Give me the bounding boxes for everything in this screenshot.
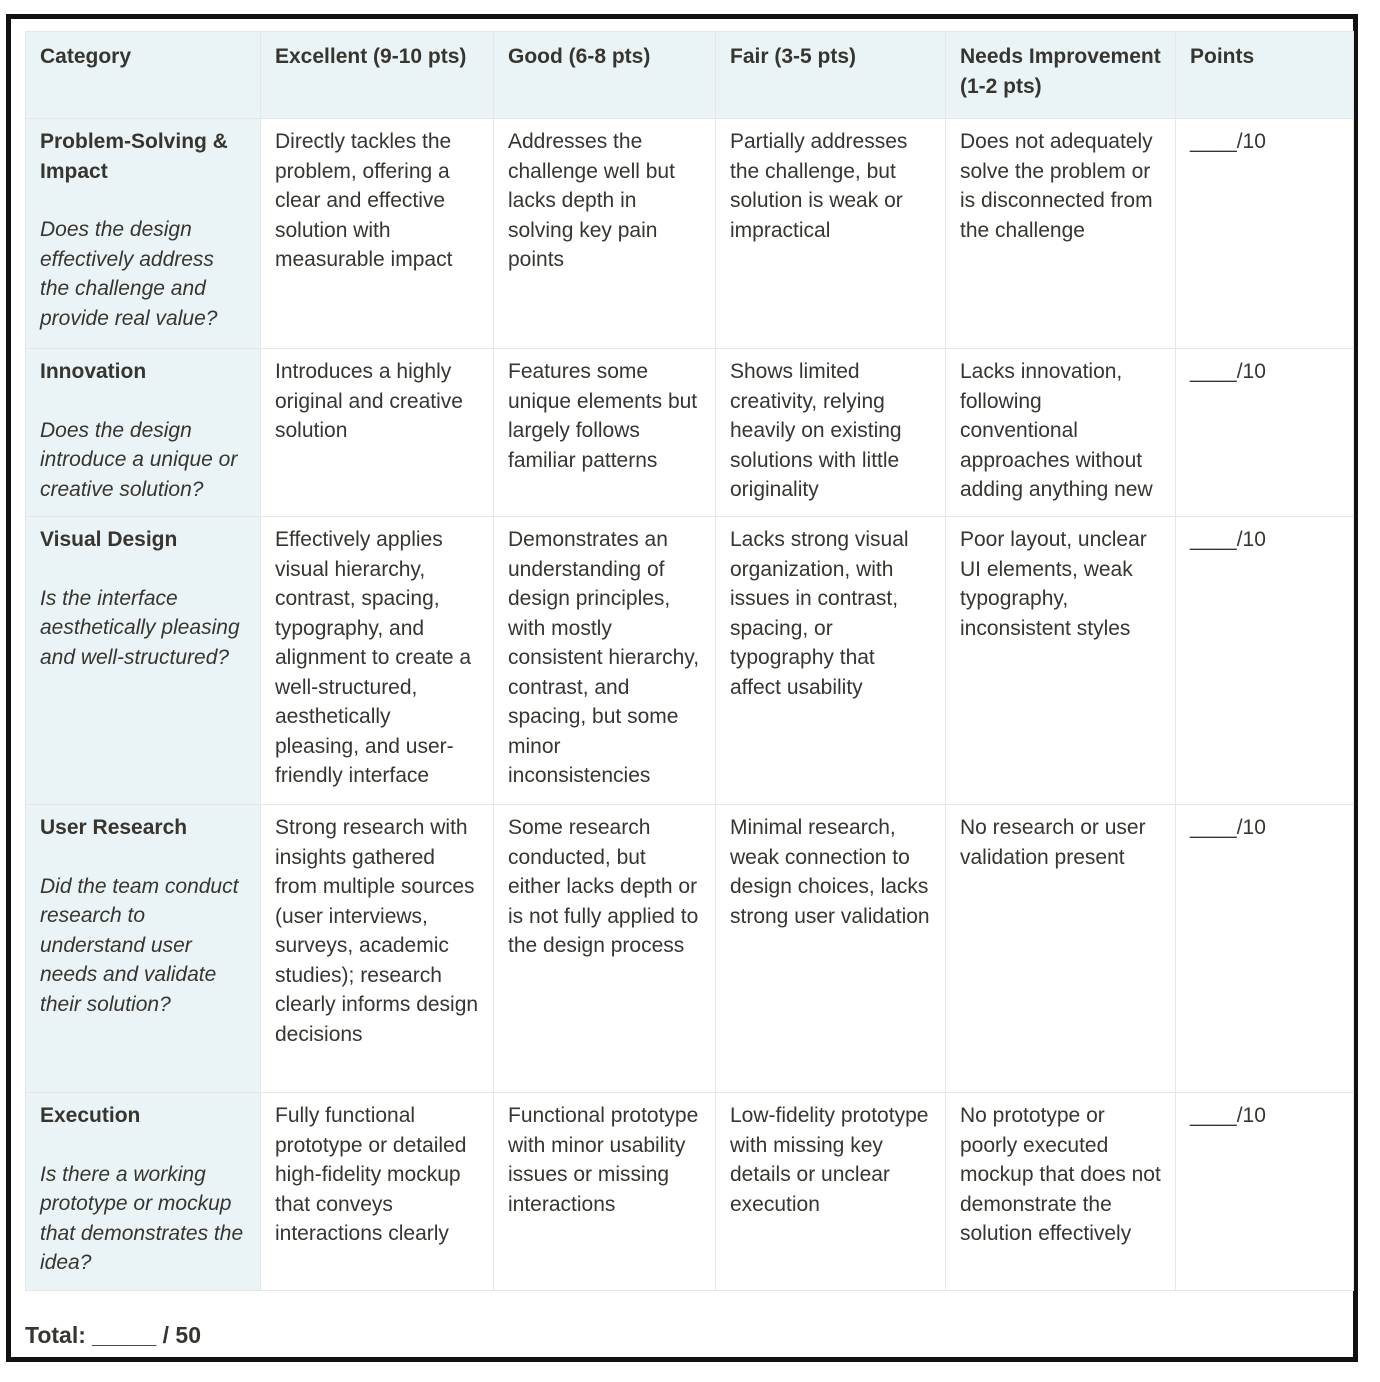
table-row [26,1093,1354,1291]
points-cell: ____/10 [1176,349,1354,517]
excellent-cell: Fully functional prototype or detailed high-fidelity mockup that conveys interactions clearly [261,1093,494,1291]
category-question: Did the team conduct research to understand user needs and validate their solution? [40,874,239,1016]
good-cell: Addresses the challenge well but lacks depth in solving key pain points [494,119,716,349]
category-question: Is the interface aesthetically pleasing and well-structured? [40,586,240,669]
excellent-cell: Strong research with insights gathered from multiple sources (user interviews, surveys, academic studies); research clearly informs design decisions [261,805,494,1093]
excellent-cell: Directly tackles the problem, offering a clear and effective solution with measurable impact [261,119,494,349]
category-question: Is there a working prototype or mockup that demonstrates the idea? [40,1162,244,1274]
excellent-cell: Effectively applies visual hierarchy, contrast, spacing, typography, and alignment to create a well-structured, aesthetically pleasing, and user-friendly interface [261,517,494,805]
needs-improvement-cell: Lacks innovation, following conventional approaches without adding anything new [946,349,1176,517]
good-cell: Features some unique elements but largely follows familiar patterns [494,349,716,517]
category-cell [26,1093,261,1291]
category-question: Does the design effectively address the challenge and provide real value? [40,218,218,330]
fair-cell: Minimal research, weak connection to design choices, lacks strong user validation [716,805,946,1093]
header-excellent: Excellent (9-10 pts) [261,32,494,119]
fair-cell: Shows limited creativity, relying heavily on existing solutions with little originality [716,349,946,517]
points-cell: ____/10 [1176,805,1354,1093]
table-row [26,349,1354,517]
category-cell [26,805,261,1093]
category-cell [26,349,261,517]
total-score: Total: _____ / 50 [25,1322,201,1348]
good-cell: Demonstrates an understanding of design principles, with mostly consistent hierarchy, contrast, and spacing, but some minor inconsistencies [494,517,716,805]
fair-cell: Partially addresses the challenge, but solution is weak or impractical [716,119,946,349]
needs-improvement-cell: No research or user validation present [946,805,1176,1093]
needs-improvement-cell: No prototype or poorly executed mockup that does not demonstrate the solution effectively [946,1093,1176,1291]
excellent-cell: Introduces a highly original and creative solution [261,349,494,517]
header-needs-improvement: Needs Improvement (1-2 pts) [946,32,1176,119]
fair-cell: Lacks strong visual organization, with issues in contrast, spacing, or typography that affect usability [716,517,946,805]
table-row [26,119,1354,349]
header-good: Good (6-8 pts) [494,32,716,119]
points-cell: ____/10 [1176,1093,1354,1291]
header-points: Points [1176,32,1354,119]
category-title: Visual Design [40,528,178,551]
header-fair: Fair (3-5 pts) [716,32,946,119]
rubric-frame [6,14,1358,1362]
category-title: Innovation [40,360,147,383]
rubric-table [25,31,1354,1291]
table-header-row [26,32,1354,119]
good-cell: Some research conducted, but either lacks depth or is not fully applied to the design process [494,805,716,1093]
header-category: Category [26,32,261,119]
table-row [26,805,1354,1093]
needs-improvement-cell: Poor layout, unclear UI elements, weak typography, inconsistent styles [946,517,1176,805]
category-title: Problem-Solving & Impact [40,130,228,183]
category-title: Execution [40,1104,141,1127]
good-cell: Functional prototype with minor usability issues or missing interactions [494,1093,716,1291]
table-row [26,517,1354,805]
points-cell: ____/10 [1176,119,1354,349]
category-cell [26,517,261,805]
points-cell: ____/10 [1176,517,1354,805]
needs-improvement-cell: Does not adequately solve the problem or is disconnected from the challenge [946,119,1176,349]
category-cell [26,119,261,349]
category-title: User Research [40,816,188,839]
fair-cell: Low-fidelity prototype with missing key details or unclear execution [716,1093,946,1291]
category-question: Does the design introduce a unique or creative solution? [40,418,238,501]
